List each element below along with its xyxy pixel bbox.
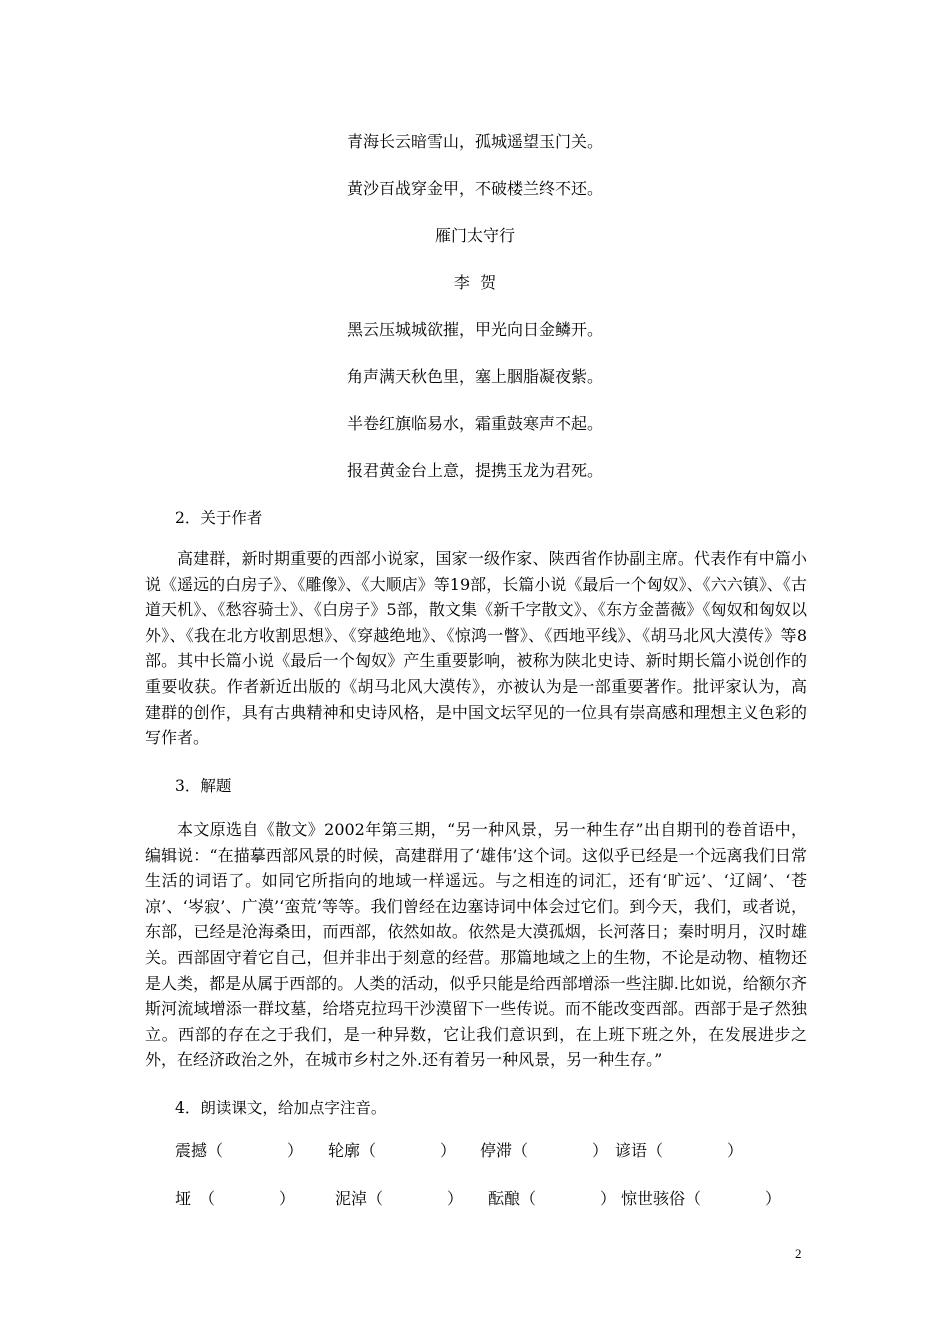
poem-author: 李 贺 [453, 273, 497, 292]
author-paragraph: 高建群，新时期重要的西部小说家，国家一级作家、陕西省作协副主席。代表作有中篇小说《遥远的白房子》、《雕像》、《大顺店》等19部，长篇小说《最后一个匈奴》、《六六镇》、《古道天机》、《愁容骑士》、《白房子》5部，散文集《新千字散文》、《东方金蔷薇》《匈奴和匈奴以外》、《我在北方收割思想》、《穿越绝地》、《惊鸿一瞥》、《西地平线》、《胡马北风大漠传》等8部。其中长篇小说《最后一个匈奴》产生重要影响，被称为陕北史诗、新时期长篇小说创作的重要收获。作者新近出版的《胡马北风大漠传》，亦被认为是一部重要著作。批评家认为，高建群的创作，具有古典精神和史诗风格，是中国文坛罕见的一位具有崇高感和理想主义色彩的写作者。 [145, 549, 807, 748]
section-heading-reading: 4．朗读课文，给加点字注音。 [175, 1099, 387, 1117]
poem-line: 黑云压城城欲摧，甲光向日金鳞开。 [346, 320, 603, 339]
poem-line: 报君黄金台上意，提携玉龙为君死。 [346, 461, 603, 480]
exercise-item: 震撼（ ） [175, 1141, 304, 1160]
exercise-item: 惊世骇俗（ ） [621, 1189, 782, 1208]
exercise-item: 轮廓（ ） [328, 1141, 457, 1160]
poem-line: 青海长云暗雪山，孤城遥望玉门关。 [346, 132, 603, 151]
exercise-item: 谚语（ ） [615, 1141, 744, 1160]
exercise-item: 泥淖（ ） [335, 1189, 464, 1208]
page-number: 2 [795, 1246, 802, 1261]
section-heading-author: 2．关于作者 [175, 509, 263, 527]
exercise-item: 垭 （ ） [175, 1189, 296, 1208]
poem-title: 雁门太守行 [434, 226, 515, 245]
poem-line: 角声满天秋色里，塞上胭脂凝夜紫。 [346, 367, 603, 386]
exercise-item: 酝酿（ ） [488, 1189, 617, 1208]
exercise-item: 停滞（ ） [480, 1141, 609, 1160]
poem-block [0, 118, 950, 494]
poem-line: 黄沙百战穿金甲，不破楼兰终不还。 [346, 179, 603, 198]
section-heading-title: 3．解题 [175, 777, 232, 795]
poem-line: 半卷红旗临易水，霜重鼓寒声不起。 [346, 414, 603, 433]
title-paragraph: 本文原选自《散文》2002年第三期，“另一种风景，另一种生存”出自期刊的卷首语中，编辑说：“在描摹西部风景的时候，高建群用了‘雄伟’这个词。这似乎已经是一个远离我们日常生活的词语了。如同它所指向的地域一样遥远。与之相连的词汇，还有‘旷远’、‘辽阔’、‘苍凉’、‘岑寂’、广漠’‘蛮荒’等等。我们曾经在边塞诗词中体会过它们。到今天，我们，或者说，东部，已经是沧海桑田，而西部，依然如故。依然是大漠孤烟，长河落日；秦时明月，汉时雄关。西部固守着它自己，但并非出于刻意的经营。那篇地域之上的生物，不论是动物、植物还是人类，都是从属于西部的。人类的活动，似乎只能是给西部增添一些注脚.比如说，给额尔齐斯河流域增添一群坟墓，给塔克拉玛干沙漠留下一些传说。而不能改变西部。西部于是孑然独立。西部的存在之于我们，是一种异数，它让我们意识到，在上班下班之外，在发展进步之外，在经济政治之外，在城市乡村之外.还有着另一种风景，另一种生存。” [145, 820, 807, 1070]
